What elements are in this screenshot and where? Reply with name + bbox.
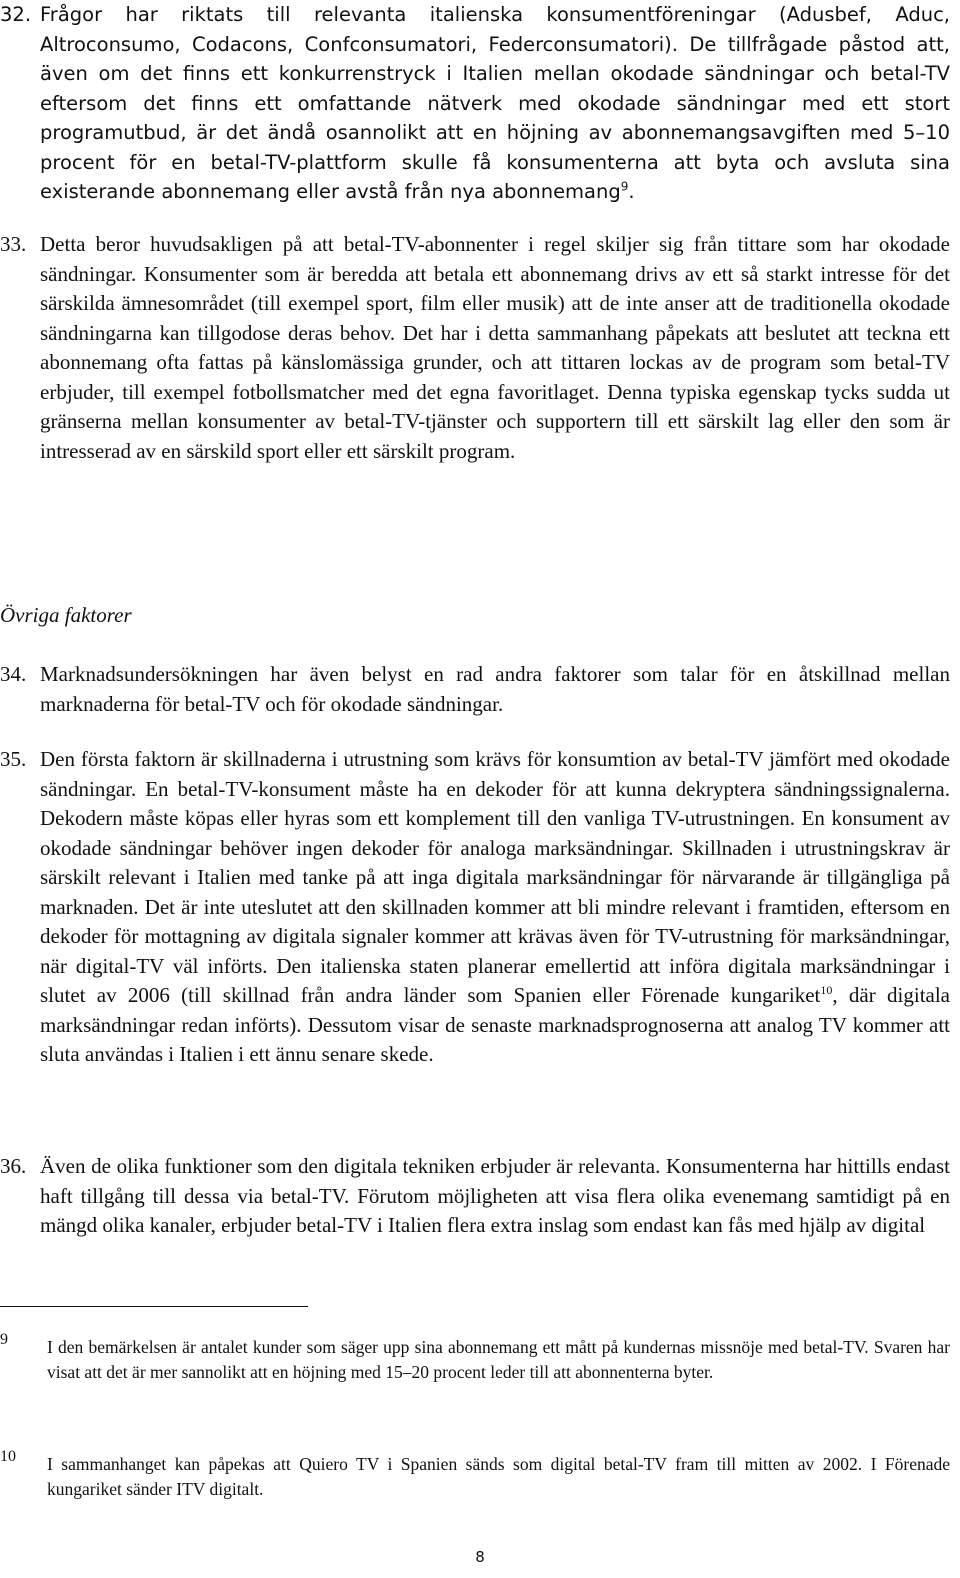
paragraph-number: 34. — [0, 662, 27, 686]
paragraph-text — [40, 0, 950, 207]
paragraph-number: 32. — [0, 3, 32, 26]
paragraph-text — [40, 745, 950, 1070]
paragraph-36 — [0, 1152, 950, 1241]
footnote-9 — [0, 1331, 950, 1385]
footnote-10 — [0, 1448, 950, 1502]
paragraph-number: 36. — [0, 1154, 27, 1178]
footnote-number: 10 — [0, 1448, 16, 1465]
paragraph-32 — [0, 0, 950, 207]
paragraph-34 — [0, 660, 950, 719]
footnote-number: 9 — [0, 1331, 8, 1348]
paragraph-number: 33. — [0, 232, 27, 256]
paragraph-text: Även de olika funktioner som den digitala tekniken erbjuder är relevanta. Konsumenterna har hittills endast haft tillgång till dessa via betal-TV. Förutom möjligheten att visa flera olika evenemang samtidigt på en mängd olika kanaler, erbjuder betal-TV i Italien flera extra inslag som endast kan fås med hjälp av digital — [40, 1154, 950, 1237]
footnote-ref-10[interactable]: 10 — [820, 983, 833, 997]
paragraph-text-lead: Den första faktorn är skillnaderna i utrustning som krävs för konsumtion av betal-TV jämfört med okodade sändningar. En betal-TV-konsument måste ha en dekoder för att kunna dekryptera sändningssignalerna. Dekodern måste köpas eller hyras som ett komplement till den vanliga TV-utrustningen. En konsument av okodade sändningar behöver ingen dekoder för analoga marksändningar. Skillnaden i utrustningskrav är särskilt relevant i Italien med tanke på att inga digitala marksändningar för närvarande är tillgängliga på marknaden. Det är inte uteslutet att den skillnaden kommer att bli mindre relevant i framtiden, eftersom en dekoder för mottagning av digitala signaler kommer att krävas även för TV-utrustning för marksändningar, när digital-TV väl införts. Den italienska staten planerar emellertid att införa digitala marksändningar i slutet av 2006 (till skillnad från andra länder som Spanien eller Förenade kungariket — [40, 747, 950, 1007]
paragraph-text: Marknadsundersökningen har även belyst en rad andra faktorer som talar för en åtskillnad mellan marknaderna för betal-TV och för okodade sändningar. — [40, 662, 950, 716]
paragraph-text-tail: , där digitala marksändningar redan införts). Dessutom visar de senaste marknadsprognoserna att analog TV kommer att sluta användas i Italien i ett ännu senare skede. — [40, 983, 951, 1066]
paragraph-text-lead: Frågor har riktats till relevanta italienska konsumentföreningar (Adusbef, Aduc, Altroconsumo, Codacons, Confconsumatori, Federconsumatori). De tillfrågade påstod att, även om det finns ett konkurrenstryck i Italien mellan okodade sändningar och betal-TV eftersom det finns ett omfattande nätverk med okodade sändningar med ett stort programutbud, är det ändå osannolikt att en höjning av abonnemangsavgiften med 5–10 procent för en betal-TV-plattform skulle få konsumenterna att byta och avsluta sina existerande abonnemang eller avstå från nya abonnemang — [40, 3, 950, 203]
section-heading: Övriga faktorer — [0, 603, 132, 627]
footnote-text: I sammanhanget kan påpekas att Quiero TV i Spanien sänds som digital betal-TV fram till mitten av 2002. I Förenade kungariket sänder ITV digitalt. — [47, 1454, 950, 1499]
paragraph-33 — [0, 230, 950, 466]
paragraph-text: Detta beror huvudsakligen på att betal-TV-abonnenter i regel skiljer sig från tittare som har okodade sändningar. Konsumenter som är beredda att betala ett abonnemang drivs av ett så starkt intresse för det särskilda ämnesområdet (till exempel sport, film eller musik) att de inte anser att de traditionella okodade sändningarna kan tillgodose deras behov. Det har i detta sammanhang påpekats att beslutet att teckna ett abonnemang ofta fattas på känslomässiga grunder, och att tittaren lockas av de program som betal-TV erbjuder, till exempel fotbollsmatcher med det egna favoritlaget. Denna typiska egenskap tycks sudda ut gränserna mellan konsumenter av betal-TV-tjänster och supportern till ett särskilt lag eller den som är intresserad av en särskild sport eller ett särskilt program. — [40, 232, 950, 463]
footnote-text: I den bemärkelsen är antalet kunder som säger upp sina abonnemang ett mått på kundernas missnöje med betal-TV. Svaren har visat att det är mer sannolikt att en höjning med 15–20 procent leder till att abonnenterna byter. — [47, 1337, 950, 1382]
page-number: 8 — [475, 1548, 485, 1566]
footnote-ref-9[interactable]: 9 — [620, 179, 629, 194]
paragraph-text-tail: . — [628, 180, 635, 203]
paragraph-number: 35. — [0, 747, 27, 771]
paragraph-35 — [0, 745, 950, 1070]
footnote-divider — [0, 1306, 308, 1307]
